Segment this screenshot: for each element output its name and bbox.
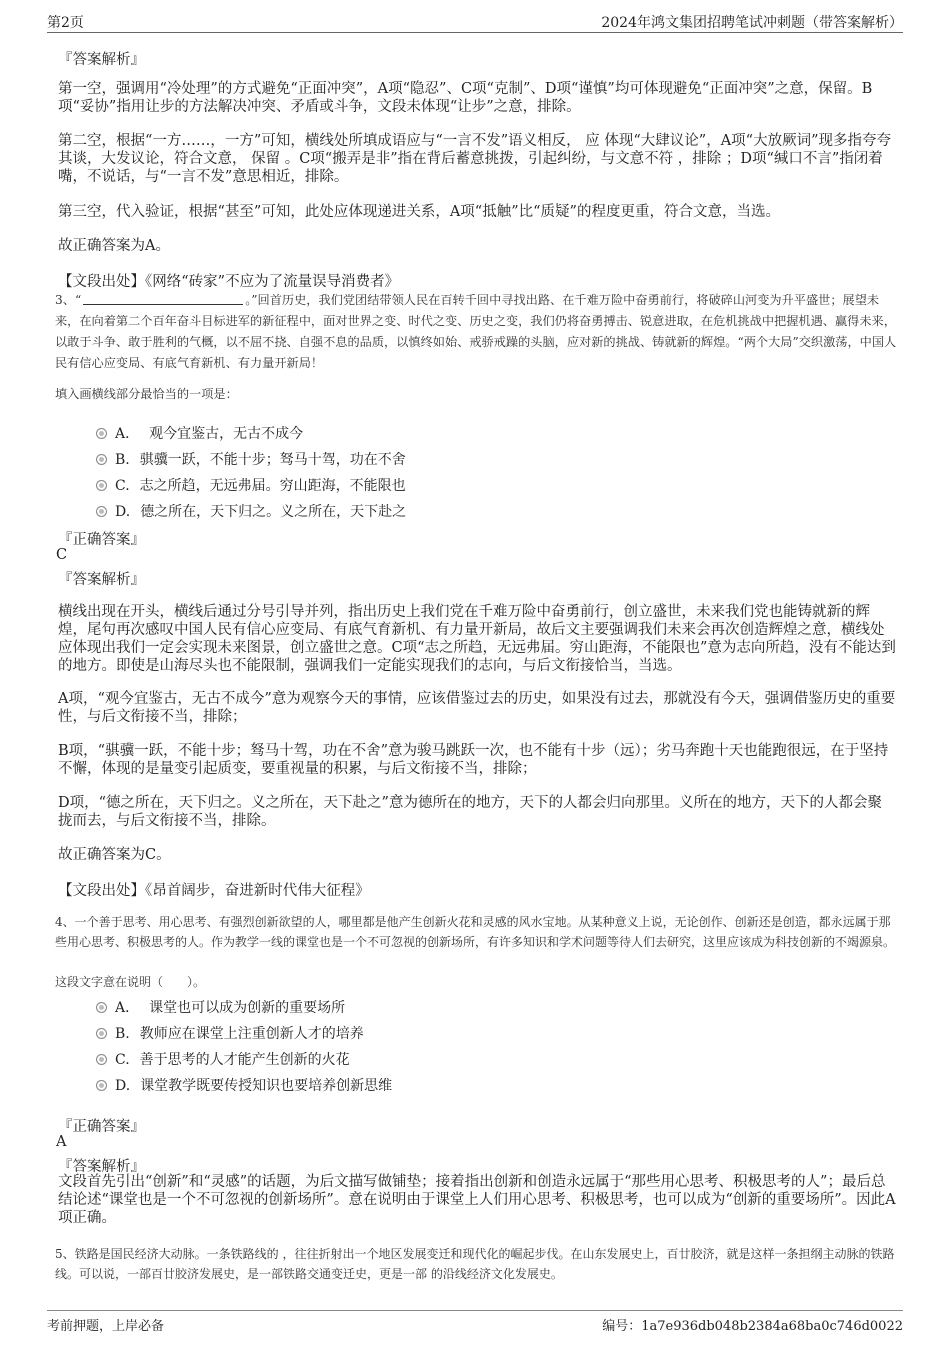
q5-question-text: 5、铁路是国民经济大动脉。一条铁路线的 ，往往折射出一个地区发展变迁和现代化的崛起步伐。在山东发展史上，百廿胶济，就是这样一条担纲主动脉的铁路线。可以说，一部百廿胶济发展史，是一部铁路交通变迁史，更是一部 的沿线经济文化发展史。 bbox=[55, 1247, 895, 1281]
q3-answer-label: 『正确答案』 bbox=[58, 532, 145, 548]
q4-answer: A bbox=[56, 1134, 67, 1150]
radio-icon[interactable] bbox=[96, 428, 107, 439]
radio-icon[interactable] bbox=[96, 506, 107, 517]
q3-source: 【文段出处】《昂首阔步，奋进新时代伟大征程》 bbox=[58, 883, 370, 899]
q3-body: 。”回首历史，我们党团结带领人民在百转千回中寻找出路、在千难万险中奋勇前行，将破碎山河变为升平盛世；展望未来，在向着第二个百年奋斗目标进军的新征程中，面对世界之变、时代之变、历史之变，我们仍将奋勇搏击、锐意进取，在危机挑战中把握机遇、赢得未来，以敢于斗争、敢于胜利的气概，以不屈不挠、自强不息的品质，以慎终如始、戒骄戒躁的头脑，应对新的挑战、铸就新的辉煌。“两个大局”交织激荡，中国人民有信心应变局、有底气育新机、有力量开新局！ bbox=[55, 293, 897, 370]
q3-blank bbox=[83, 292, 243, 305]
page-footer bbox=[47, 1310, 903, 1335]
radio-icon[interactable] bbox=[96, 1054, 107, 1065]
q3-analysis-para3: B项，“骐骥一跃，不能十步；驽马十驾，功在不舍”意为骏马跳跃一次，也不能有十步（远）；劣马奔跑十天也能跑很远，在于坚持不懈，体现的是量变引起质变，要重视量的积累，与后文衔接不当，排除； bbox=[58, 743, 889, 777]
q3-option-d[interactable]: D. 德之所在，天下归之。义之所在，天下赴之 bbox=[96, 501, 406, 521]
document-title: 2024年鸿文集团招聘笔试冲刺题（带答案解析） bbox=[601, 15, 903, 31]
q3-question-text bbox=[55, 290, 897, 374]
q3-option-c[interactable]: C. 志之所趋，无远弗届。穷山距海，不能限也 bbox=[96, 475, 406, 495]
q4-question-text: 4、一个善于思考、用心思考、有强烈创新欲望的人，哪里都是他产生创新火花和灵感的风水宝地。从某种意义上说，无论创作、创新还是创造，都永远属于那些用心思考、积极思考的人。作为教学一线的课堂也是一个不可忽视的创新场所，有许多知识和学术问题等待人们去研究，这里应该成为科技创新的不竭源泉。 bbox=[55, 915, 896, 949]
footer-slogan: 考前押题，上岸必备 bbox=[47, 1319, 165, 1334]
q3-analysis-label: 『答案解析』 bbox=[58, 572, 145, 588]
q4-analysis: 文段首先引出“创新”和“灵感”的话题，为后文描写做铺垫；接着指出创新和创造永远属于“那些用心思考、积极思考的人”；最后总结论述“课堂也是一个不可忽视的创新场所”。意在说明由于课堂上人们用心思考、积极思考，也可以成为“创新的重要场所”。因此A项正确。 bbox=[58, 1174, 896, 1226]
radio-icon[interactable] bbox=[96, 1002, 107, 1013]
radio-icon[interactable] bbox=[96, 1028, 107, 1039]
q3-analysis-para1: 横线出现在开头，横线后通过分号引导并列，指出历史上我们党在千难万险中奋勇前行，创立盛世，未来我们党也能铸就新的辉煌，尾句再次感叹中国人民有信心应变局、有底气育新机、有力量开新局，故后文主要强调我们未来会再次创造辉煌之意，横线处应体现出我们一定会实现未来图景，创立盛世之意。C项“志之所趋，无远弗届。穷山距海，不能限也”意为志向所趋，没有不能达到的地方。即使是山海尽头也不能限制，强调我们一定能实现我们的志向，与后文衔接恰当，当选。 bbox=[58, 604, 896, 674]
q4-answer-label: 『正确答案』 bbox=[58, 1119, 145, 1135]
q4-option-b[interactable]: B. 教师应在课堂上注重创新人才的培养 bbox=[96, 1023, 364, 1043]
q3-answer: C bbox=[56, 547, 68, 563]
q3-option-b[interactable]: B. 骐骥一跃，不能十步；驽马十驾，功在不舍 bbox=[96, 449, 406, 469]
q2-analysis-label: 『答案解析』 bbox=[58, 52, 145, 68]
q2-source: 【文段出处】《网络“砖家”不应为了流量误导消费者》 bbox=[58, 274, 400, 290]
document-code: 编号：1a7e936db048b2384a68ba0c746d0022 bbox=[602, 1319, 903, 1334]
q3-conclusion: 故正确答案为C。 bbox=[58, 847, 171, 863]
q3-option-a[interactable]: A． 观今宜鉴古，无古不成今 bbox=[96, 423, 303, 443]
q3-number: 3、“ bbox=[55, 293, 82, 307]
radio-icon[interactable] bbox=[96, 480, 107, 491]
q2-analysis-para2: 第二空，根据“一方……，一方”可知，横线处所填成语应与“一言不发”语义相反， 应 体现“大肆议论”，A项“大放厥词”现多指夸夸其谈，大发议论，符合文意， 保留 。C项“搬弄是非”指在背后蓄意挑拨，引起纠纷，与文意不符 ，排除 ；D项“缄口不言”指闭着嘴，不说话，与“一言不发”意思相近，排除。 bbox=[58, 133, 891, 185]
q3-analysis-para4: D项，“德之所在，天下归之。义之所在，天下赴之”意为德所在的地方，天下的人都会归向那里。义所在的地方，天下的人都会聚拢而去，与后文衔接不当，排除。 bbox=[58, 795, 882, 829]
page-header bbox=[47, 12, 903, 33]
q4-analysis-label: 『答案解析』 bbox=[58, 1159, 145, 1175]
q4-option-d[interactable]: D. 课堂教学既要传授知识也要培养创新思维 bbox=[96, 1075, 392, 1095]
q2-conclusion: 故正确答案为A。 bbox=[58, 238, 170, 254]
q4-option-a[interactable]: A． 课堂也可以成为创新的重要场所 bbox=[96, 997, 345, 1017]
q3-prompt: 填入画横线部分最恰当的一项是： bbox=[55, 387, 238, 401]
q2-analysis-para3: 第三空，代入验证，根据“甚至”可知，此处应体现递进关系，A项“抵触”比“质疑”的程度更重，符合文意，当选。 bbox=[58, 204, 780, 220]
q4-option-c[interactable]: C. 善于思考的人才能产生创新的火花 bbox=[96, 1049, 350, 1069]
page-number: 第2页 bbox=[47, 15, 84, 31]
radio-icon[interactable] bbox=[96, 1080, 107, 1091]
q2-analysis-para1: 第一空，强调用“冷处理”的方式避免“正面冲突”，A项“隐忍”、C项“克制”、D项“谨慎”均可体现避免“正面冲突”之意，保留。B项“妥协”指用让步的方法解决冲突、矛盾或斗争，文段未体现“让步”之意，排除。 bbox=[58, 81, 873, 115]
q4-prompt: 这段文字意在说明（ ）。 bbox=[55, 975, 206, 989]
q3-analysis-para2: A项，“观今宜鉴古，无古不成今”意为观察今天的事情，应该借鉴过去的历史，如果没有过去，那就没有今天，强调借鉴历史的重要性，与后文衔接不当，排除； bbox=[58, 691, 896, 725]
radio-icon[interactable] bbox=[96, 454, 107, 465]
